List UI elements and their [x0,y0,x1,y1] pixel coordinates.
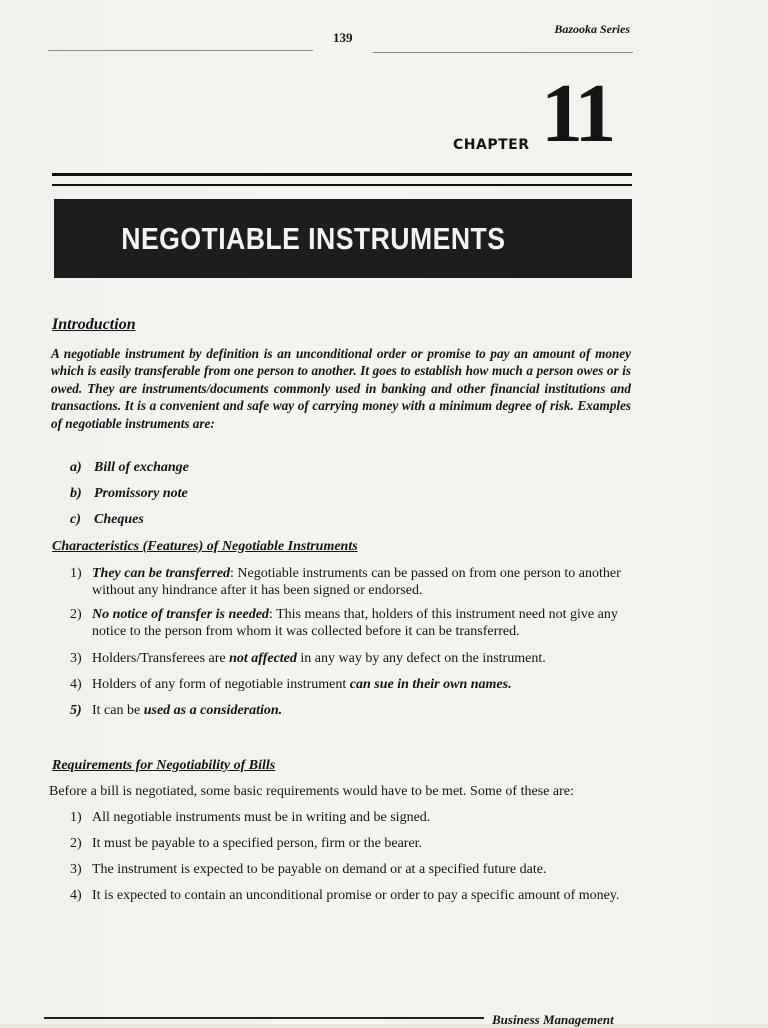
emphasis-text: No notice of transfer is needed [92,607,269,622]
body-text: : This means that, holders of this instrument need not give any notice to the person from whom it was collected before it can be transferred. [92,607,618,639]
chapter-title-banner [54,199,632,278]
list-item-number: 4) [70,677,82,692]
list-item-text [92,606,635,650]
footer-text: Business Management [492,1012,614,1027]
list-item-label: b) [70,486,82,501]
list-item-text [92,650,635,676]
list-item-text [92,676,635,702]
list-item-text [92,702,635,728]
requirements-list [70,809,635,904]
list-item-text: It must be payable to a specified person, firm or the bearer. [92,836,423,851]
body-text: Holders of any form of negotiable instrument [92,677,350,692]
list-item [70,861,635,887]
list-item [70,512,189,538]
list-item-number: 2) [70,607,82,622]
list-item [70,887,635,904]
list-item-text: Cheques [94,512,144,527]
body-text: It can be [92,703,144,718]
list-item [70,835,635,861]
list-item-number: 4) [70,888,82,903]
list-item-label: c) [70,512,81,527]
list-item [70,460,189,486]
list-item-text: Promissory note [94,486,188,501]
emphasis-text: not affected [229,651,297,666]
characteristics-list [70,565,635,728]
list-item-number: 3) [70,651,82,666]
emphasis-text: They can be transferred [92,566,231,581]
list-item [70,676,635,702]
list-item-text [92,565,635,606]
list-item-number: 1) [70,566,82,581]
list-item [70,606,635,650]
list-item-number: 1) [70,810,82,825]
chapter-double-rule [52,173,632,186]
introduction-heading: Introduction [52,316,136,333]
list-item-text: All negotiable instruments must be in writing and be signed. [92,810,431,825]
list-item [70,650,635,676]
series-name: Bazooka Series [554,22,630,36]
footer-rule [44,1017,484,1019]
list-item [70,565,635,606]
list-item-text: Bill of exchange [94,460,189,475]
examples-list [70,460,189,538]
introduction-paragraph: A negotiable instrument by definition is an unconditional order or promise to pay an amount of money which is easily transferable from one person to another. It goes to establish how much a person owes or is owed. They are instruments/documents commonly used in banking and other financial institutions and transactions. It is a convenient and safe way of carrying money with a minimum degree of risk. Examples of negotiable instruments are: [51,346,631,431]
list-item-label: a) [70,460,82,475]
list-item [70,702,635,728]
requirements-heading: Requirements for Negotiability of Bills [52,758,276,773]
characteristics-heading: Characteristics (Features) of Negotiable Instruments [52,539,358,554]
page-number: 139 [333,30,353,45]
header-rule-left [48,50,313,51]
body-text: in any way by any defect on the instrument. [296,651,546,666]
list-item [70,486,189,512]
emphasis-text: can sue in their own names. [349,677,512,692]
chapter-title: NEGOTIABLE INSTRUMENTS [120,220,506,256]
list-item-number: 5) [70,703,82,718]
body-text: Holders/Transferees are [92,651,230,666]
body-text: : Negotiable instruments can be passed on from one person to another without any hindrance after it has been signed or endorsed. [92,566,621,598]
header-rule-right [373,52,633,53]
requirements-intro: Before a bill is negotiated, some basic requirements would have to be met. Some of these are: [49,784,574,799]
emphasis-text: used as a consideration. [143,703,283,718]
list-item-number: 2) [70,836,82,851]
chapter-label: CHAPTER [453,137,530,153]
chapter-number: 11 [541,67,613,160]
list-item-text: It is expected to contain an unconditional promise or order to pay a specific amount of money. [92,888,620,903]
list-item-text: The instrument is expected to be payable on demand or at a specified future date. [92,862,547,877]
list-item [70,809,635,835]
list-item-number: 3) [70,862,82,877]
